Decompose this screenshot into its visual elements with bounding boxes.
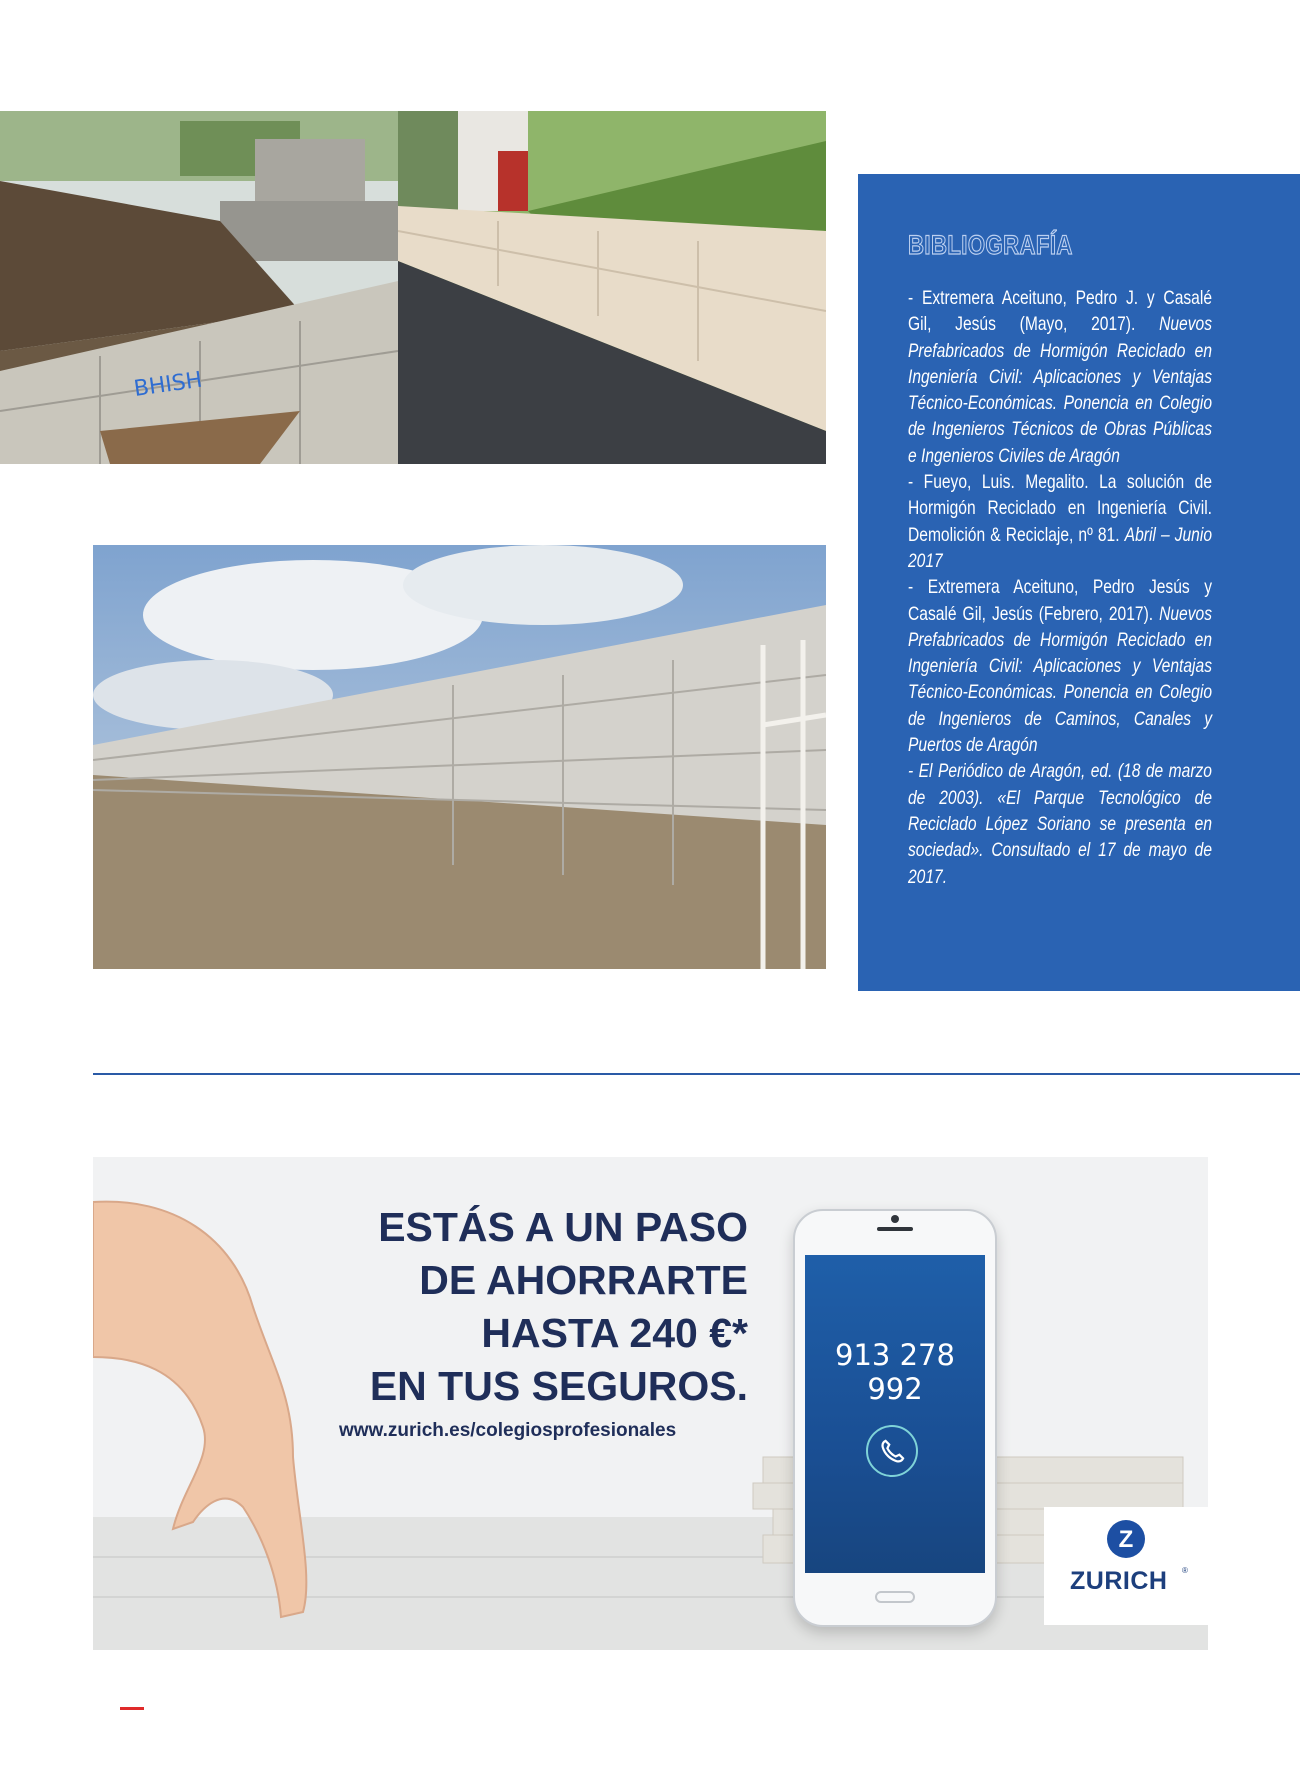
- phone-screen: [805, 1255, 985, 1573]
- phone-speaker: [877, 1227, 913, 1231]
- phone-number[interactable]: 913 278 992: [835, 1338, 955, 1406]
- ref-3-title: Nuevos Prefabricados de Hormigón Reciclado en Ingeniería Civil: Aplicaciones y Ventajas Técnico-Económicas. Ponencia en Colegio de Ingenieros de Caminos, Canales y Puertos de Aragón: [908, 602, 1212, 757]
- phone-camera: [891, 1215, 899, 1223]
- ref-2-title: Abril – Junio 2017: [908, 523, 1212, 572]
- ad-headline: [370, 1201, 748, 1413]
- ad-headline-line-3: HASTA 240 €*: [481, 1310, 748, 1356]
- zurich-advertisement[interactable]: [93, 1157, 1208, 1650]
- ref-4-text: - El Periódico de Aragón, ed. (18 de marzo de 2003). «El Parque Tecnológico de Reciclado López Soriano se presenta en sociedad». Consultado el 17 de mayo de 2017.: [908, 760, 1212, 888]
- photo-retaining-wall-road: [398, 111, 826, 464]
- phone-home-button: [875, 1591, 915, 1603]
- bibliography-entries: [908, 285, 1212, 890]
- zurich-brand-name: ZURICH: [1070, 1567, 1168, 1595]
- ref-2-authors: - Fueyo, Luis. Megalito. La solución de Hormigón Reciclado en Ingeniería Civil. Demolición & Reciclaje, nº 81.: [908, 471, 1212, 546]
- bibliography-title: BIBLIOGRAFÍA: [908, 230, 1073, 260]
- page-marker: [120, 1707, 144, 1710]
- zurich-registered-mark: ®: [1182, 1566, 1188, 1575]
- photo-long-block-wall: [93, 545, 826, 969]
- bibliography-panel: [858, 174, 1300, 991]
- photo-retaining-wall-slope: [0, 111, 398, 464]
- svg-text:BHISH: BHISH: [132, 367, 204, 402]
- ad-url-link[interactable]: www.zurich.es/colegiosprofesionales: [339, 1420, 677, 1441]
- zurich-logo-letter: Z: [1118, 1526, 1134, 1553]
- ref-1-title: Nuevos Prefabricados de Hormigón Reciclado en Ingeniería Civil: Aplicaciones y Ventajas Técnico-Económicas. Ponencia en Colegio de Ingenieros Técnicos de Obras Públicas e Ingenieros Civiles de Aragón: [908, 313, 1212, 467]
- ref-1-authors: - Extremera Aceituno, Pedro J. y Casalé Gil, Jesús (Mayo, 2017).: [908, 287, 1212, 336]
- phone-call-icon[interactable]: [866, 1425, 918, 1477]
- ref-3-authors: - Extremera Aceituno, Pedro Jesús y Casalé Gil, Jesús (Febrero, 2017).: [908, 576, 1212, 625]
- ad-headline-line-1: ESTÁS A UN PASO: [378, 1204, 748, 1250]
- zurich-logo-icon: [1106, 1519, 1146, 1559]
- ad-headline-line-2: DE AHORRARTE: [419, 1257, 748, 1303]
- phone-illustration: [793, 1209, 997, 1627]
- zurich-logo-card: [1044, 1507, 1208, 1625]
- section-divider: [93, 1073, 1300, 1075]
- ad-headline-line-4: EN TUS SEGUROS.: [369, 1363, 748, 1409]
